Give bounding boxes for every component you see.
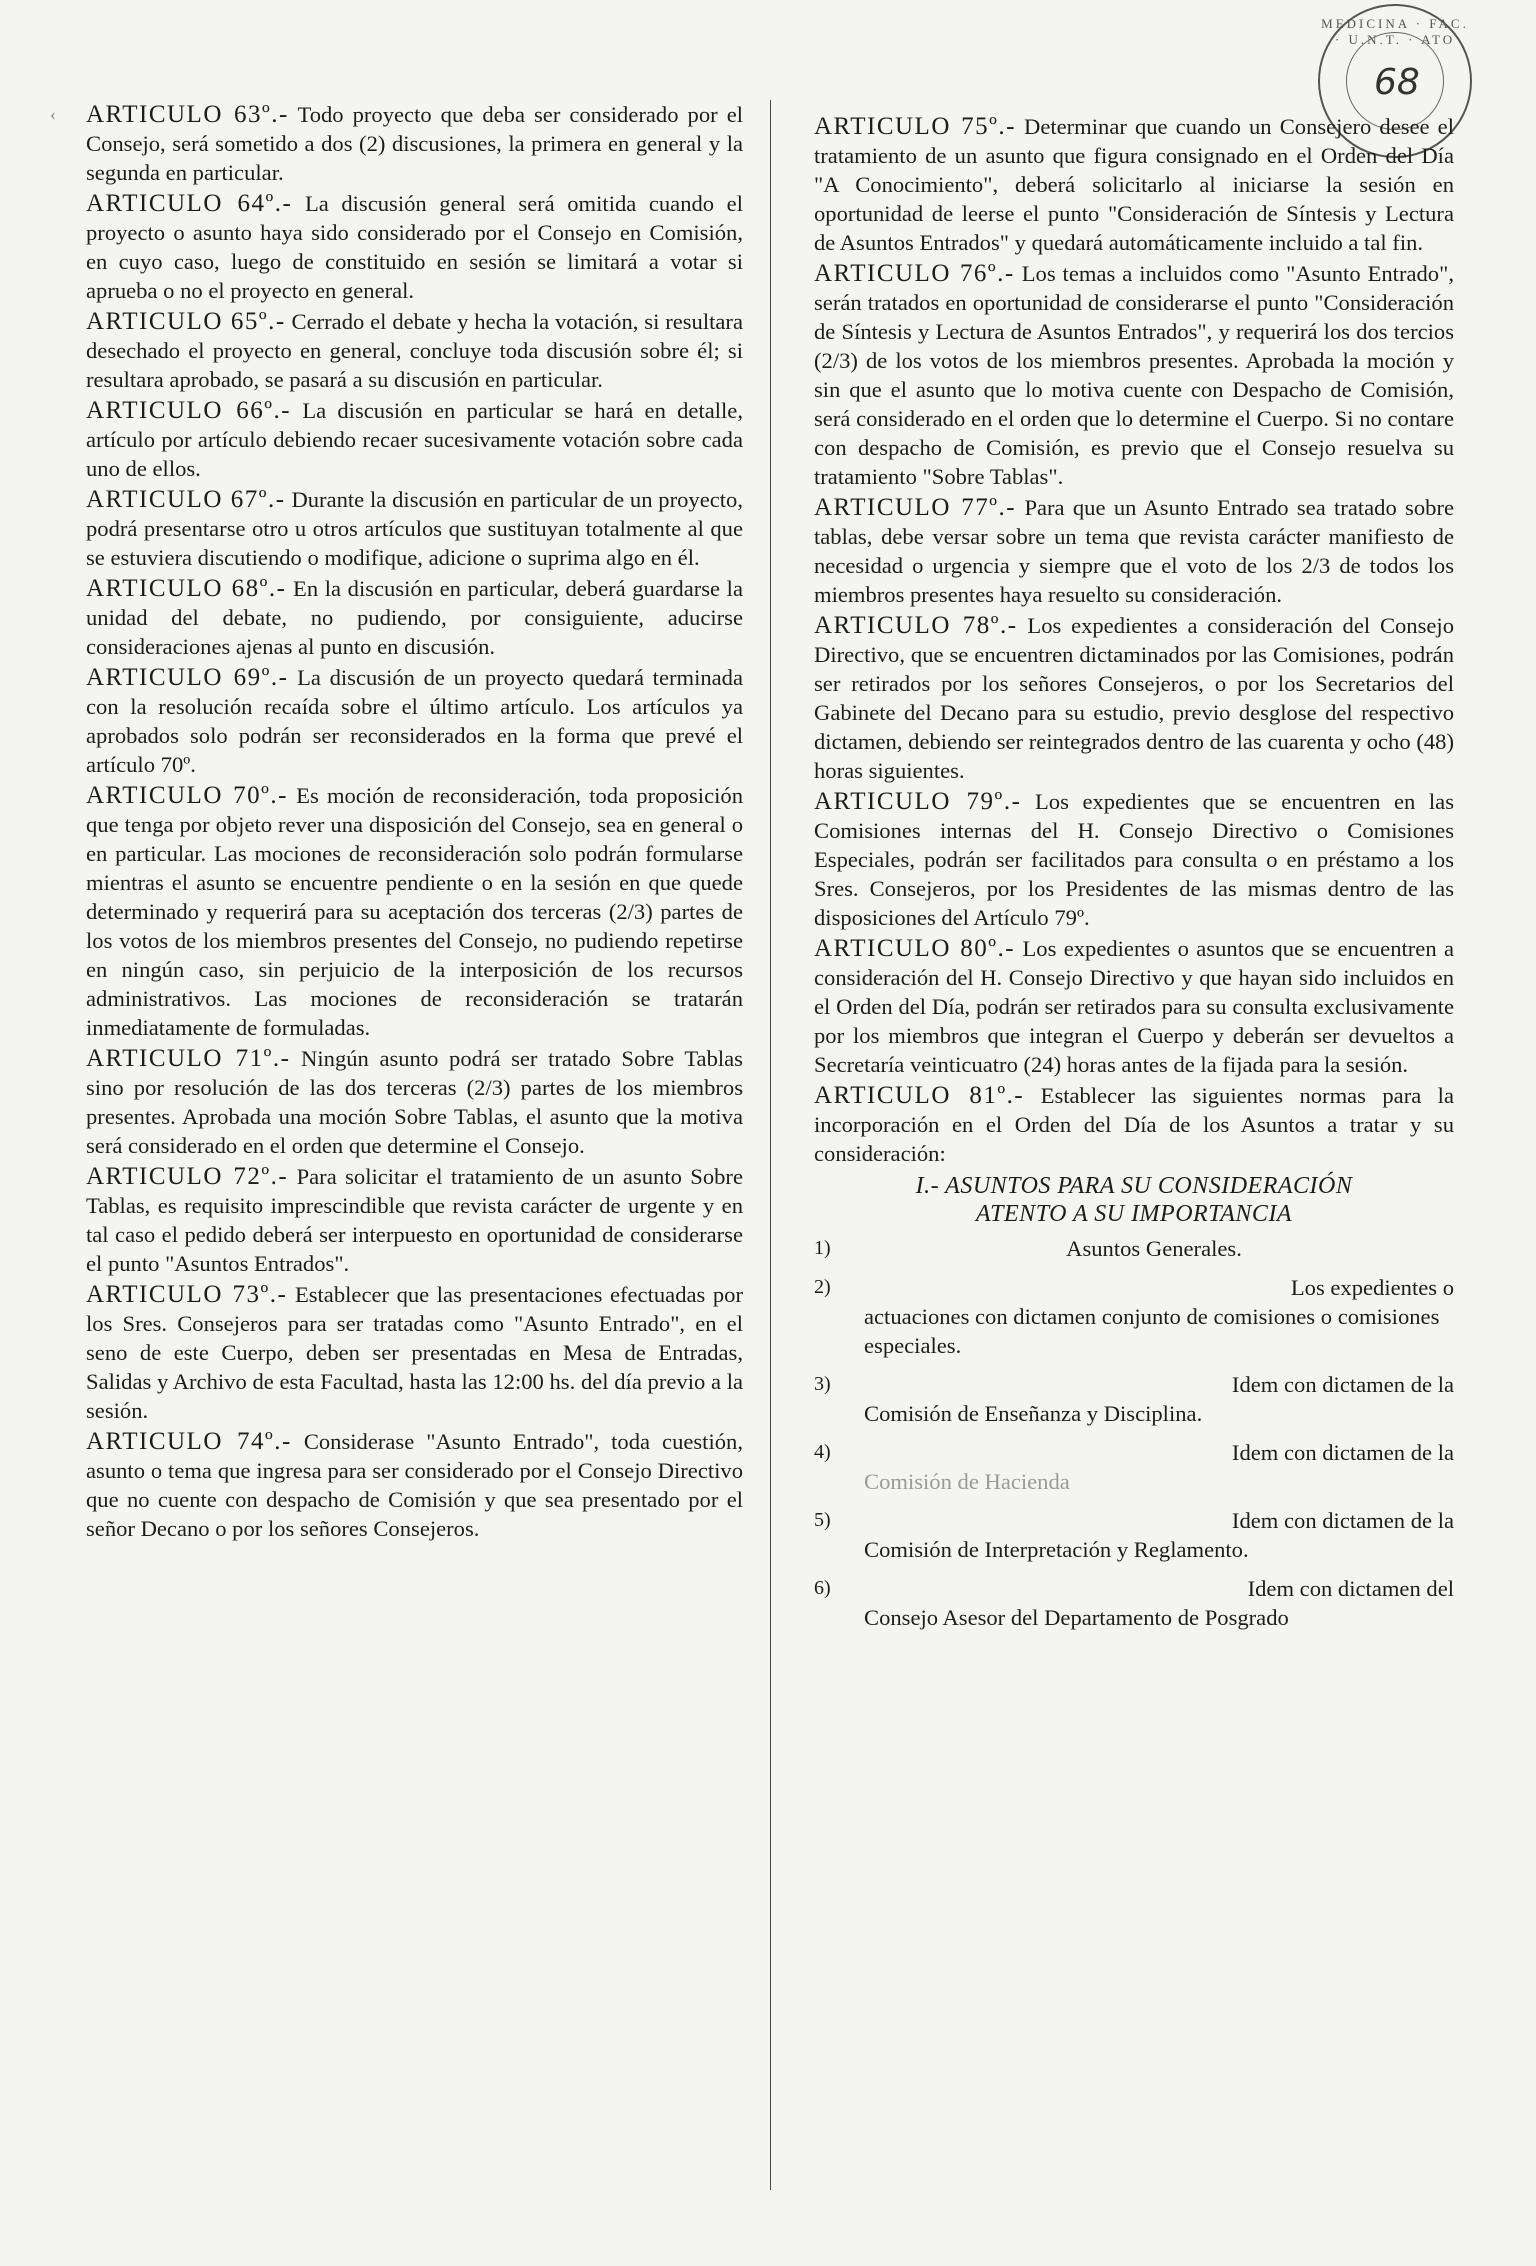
margin-mark: ‹ [50,104,56,124]
article-75: ARTICULO 75º.- Determinar que cuando un Consejero desee el tratamiento de un asunto que figura consignado en el Orden del Día "A Conocimiento", deberá solicitarlo al iniciarse la sesión en oportunidad de leerse el punto "Consideración de Síntesis y Lectura de Asuntos Entrados" y quedará automáticamente incluido a tal fin. [814,113,1454,255]
list-item: 5) Idem con dictamen de la Comisión de Interpretación y Reglamento. [814,1508,1454,1562]
page-number: 68 [1374,62,1420,103]
article-73: ARTICULO 73º.- Establecer que las presentaciones efectuadas por los Sres. Consejeros para ser tratadas como "Asunto Entrado", en el seno de este Cuerpo, deben ser presentadas en Mesa de Entradas, Salidas y Archivo de esta Facultad, hasta las 12:00 hs. del día previo a la sesión. [86,1281,743,1423]
article-69: ARTICULO 69º.- La discusión de un proyecto quedará terminada con la resolución recaída sobre el último artículo. Los artículos ya aprobados solo podrán ser reconsiderados en la forma que prevé el artículo 70º. [86,664,743,777]
article-67: ARTICULO 67º.- Durante la discusión en particular de un proyecto, podrá presentarse otro u otros artículos que sustituyan totalmente al que se estuviera discutiendo o modifique, adicione o suprima algo en él. [86,486,743,570]
section-title-line-2: ATENTO A SU IMPORTANCIA [975,1201,1293,1227]
list-item: 6) Idem con dictamen del Consejo Asesor del Departamento de Posgrado [814,1576,1454,1630]
section-title [814,1172,1454,1228]
article-78: ARTICULO 78º.- Los expedientes a consideración del Consejo Directivo, que se encuentren dictaminados por las Comisiones, podrán ser retirados por los señores Consejeros, o por los Secretarios del Gabinete del Decano para su estudio, previo desglose del respectivo dictamen, debiendo ser reintegrados dentro de las cuarenta y ocho (48) horas siguientes. [814,612,1454,783]
article-80: ARTICULO 80º.- Los expedientes o asuntos que se encuentren a consideración del H. Consejo Directivo y que hayan sido incluidos en el Orden del Día, podrán ser retirados para su consulta exclusivamente por los miembros que integran el Cuerpo y deberán ser devueltos a Secretaría veinticuatro (24) horas antes de la fijada para la sesión. [814,935,1454,1077]
list-item: 2) Los expedientes o actuaciones con dictamen conjunto de comisiones o comisiones especiales. [814,1275,1454,1358]
article-64: ARTICULO 64º.- La discusión general será omitida cuando el proyecto o asunto haya sido considerado por el Consejo en Comisión, en cuyo caso, luego de constituido en sesión se limitará a votar si aprueba o no el proyecto en general. [86,190,743,303]
article-77: ARTICULO 77º.- Para que un Asunto Entrado sea tratado sobre tablas, debe versar sobre un tema que revista carácter manifiesto de necesidad o urgencia y siempre que el voto de los 2/3 de todos los miembros presentes haya resuelto su consideración. [814,494,1454,607]
list-item: 3) Idem con dictamen de la Comisión de Enseñanza y Disciplina. [814,1372,1454,1426]
article-81: ARTICULO 81º.- Establecer las siguientes normas para la incorporación en el Orden del Día de los Asuntos a tratar y su consideración: [814,1082,1454,1166]
article-76: ARTICULO 76º.- Los temas a incluidos como "Asunto Entrado", serán tratados en oportunidad de considerarse el punto "Consideración de Síntesis y Lectura de Asuntos Entrados", y requerirá los dos tercios (2/3) de los votos de los miembros presentes. Aprobada la moción y sin que el asunto que lo motiva cuente con Despacho de Comisión, será considerado en el orden que lo determine el Cuerpo. Si no contare con despacho de Comisión, es previo que el Consejo resuelva su tratamiento "Sobre Tablas". [814,260,1454,489]
section-title-line-1: I.- ASUNTOS PARA SU CONSIDERACIÓN [915,1173,1353,1199]
article-79: ARTICULO 79º.- Los expedientes que se encuentren en las Comisiones internas del H. Consejo Directivo o Comisiones Especiales, podrán ser facilitados para consulta o en préstamo a los Sres. Consejeros, por los Presidentes de las mismas dentro de las disposiciones del Artículo 79º. [814,788,1454,930]
article-70: ARTICULO 70º.- Es moción de reconsideración, toda proposición que tenga por objeto rever una disposición del Consejo, sea en general o en particular. Las mociones de reconsideración solo podrán formularse mientras el asunto se encuentre pendiente o en la sesión en que quede determinado y requerirá para su aceptación dos terceras (2/3) partes de los votos de los miembros presentes del Consejo, no pudiendo repetirse en ningún caso, sin perjuicio de la interposición de los recursos administrativos. Las mociones de reconsideración se tratarán inmediatamente de formuladas. [86,782,743,1040]
article-72: ARTICULO 72º.- Para solicitar el tratamiento de un asunto Sobre Tablas, es requisito imprescindible que revista carácter de urgente y en tal caso el pedido deberá ser interpuesto en oportunidad de considerarse el punto "Asuntos Entrados". [86,1163,743,1276]
left-column [86,100,743,1545]
article-71: ARTICULO 71º.- Ningún asunto podrá ser tratado Sobre Tablas sino por resolución de las dos terceras (2/3) partes de los miembros presentes. Aprobada una moción Sobre Tablas, el asunto que la motiva será considerado en el orden que determine el Consejo. [86,1045,743,1158]
article-68: ARTICULO 68º.- En la discusión en particular, deberá guardarse la unidad del debate, no pudiendo, por consiguiente, aducirse consideraciones ajenas al punto en discusión. [86,575,743,659]
seal-text: MEDICINA · FAC. · U.N.T. · ATO [1321,16,1469,47]
article-65: ARTICULO 65º.- Cerrado el debate y hecha la votación, si resultara desechado el proyecto en general, concluye toda discusión sobre él; si resultara aprobado, se pasará a su discusión en particular. [86,308,743,392]
article-74: ARTICULO 74º.- Considerase "Asunto Entrado", toda cuestión, asunto o tema que ingresa para ser considerado por el Consejo Directivo que no cuente con despacho de Comisión y que sea presentado por el señor Decano o por los señores Consejeros. [86,1428,743,1541]
article-63: ARTICULO 63º.- Todo proyecto que deba ser considerado por el Consejo, será sometido a dos (2) discusiones, la primera en general y la segunda en particular. [86,101,743,185]
list-item: 1) Asuntos Generales. [814,1236,1242,1261]
column-divider [770,100,771,2190]
article-66: ARTICULO 66º.- La discusión en particular se hará en detalle, artículo por artículo debiendo recaer sucesivamente votación sobre cada uno de ellos. [86,397,743,481]
right-column [814,112,1454,1642]
list-item: 4) Idem con dictamen de la Comisión de Hacienda [814,1440,1454,1494]
